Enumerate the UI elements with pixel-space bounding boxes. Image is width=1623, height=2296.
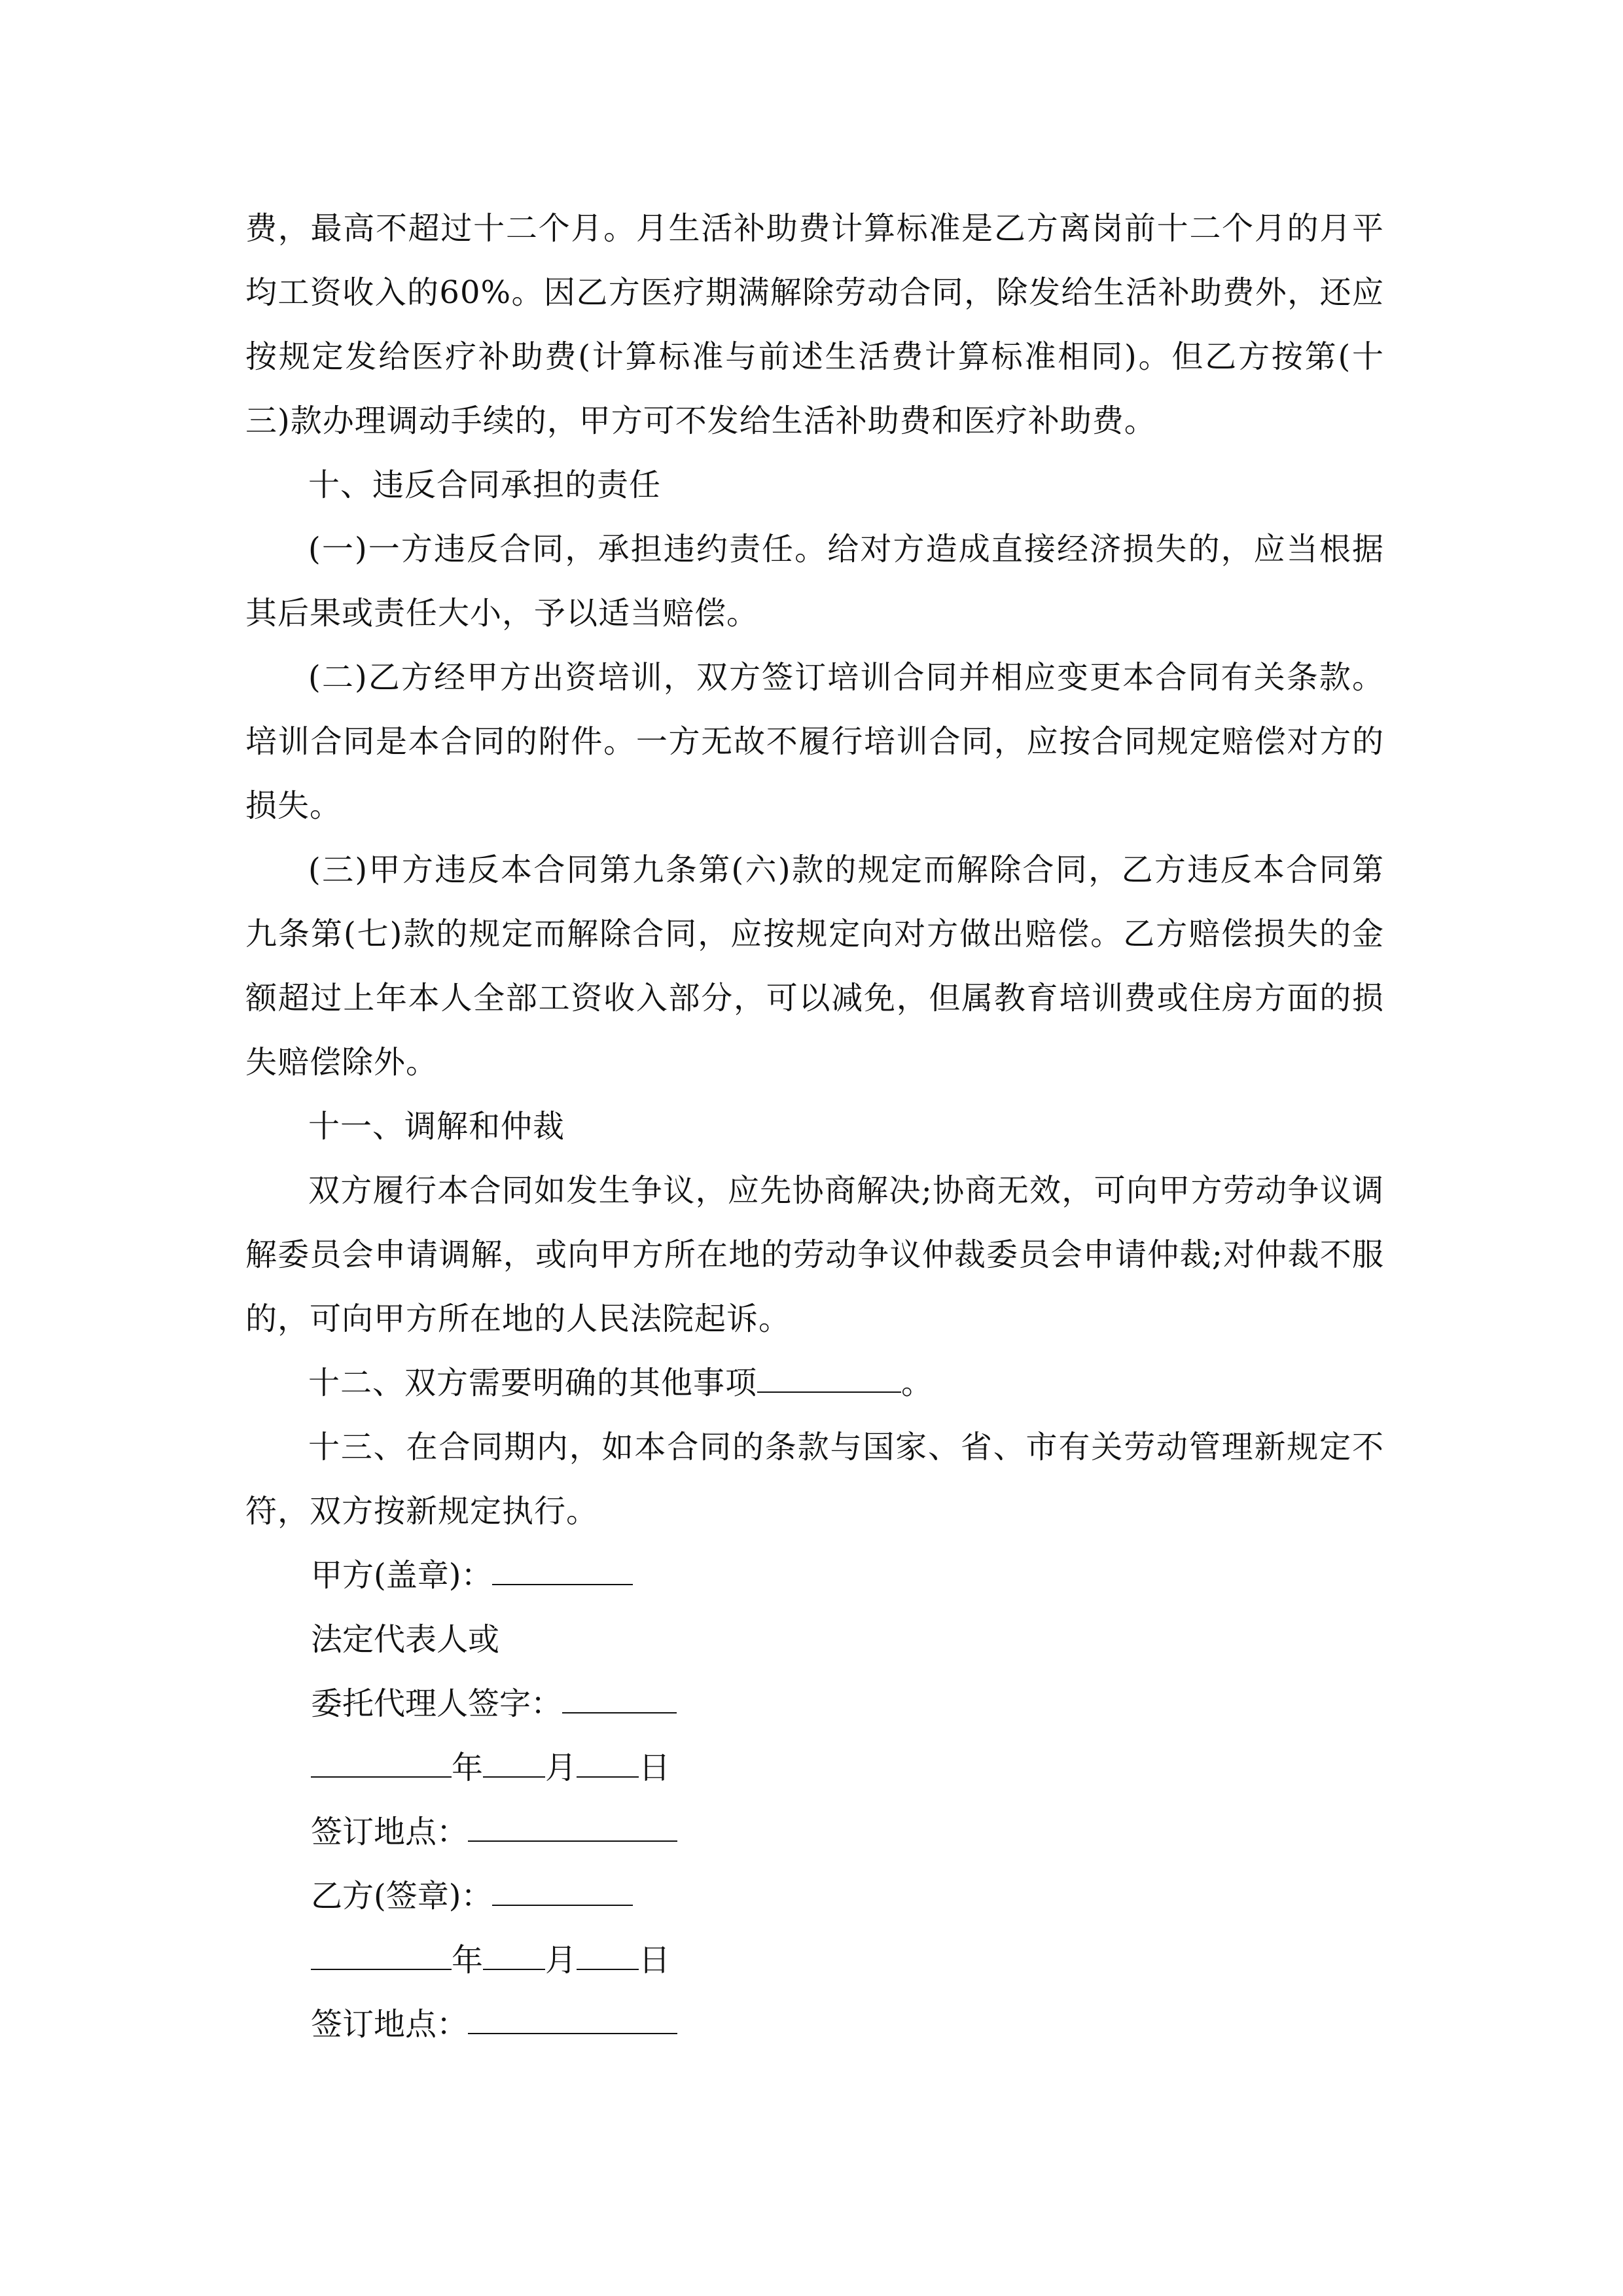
party-a-label: 甲方(盖章)：: [311, 1557, 493, 1594]
day-blank-b[interactable]: [577, 1928, 639, 1970]
date-line-a: [245, 1736, 1384, 1800]
year-label-a: 年: [452, 1749, 484, 1786]
paragraph-new-regulations: 十三、在合同期内，如本合同的条款与国家、省、市有关劳动管理新规定不符，双方按新规定执行。: [245, 1429, 1384, 1530]
place-line-b: [245, 1992, 1384, 2056]
agent-sign-line: [245, 1672, 1384, 1736]
year-label-b: 年: [452, 1942, 484, 1979]
place-blank-a[interactable]: [468, 1800, 677, 1842]
paragraph-breach-2: (二)乙方经甲方出资培训，双方签订培训合同并相应变更本合同有关条款。培训合同是本合同的附件。一方无故不履行培训合同，应按合同规定赔偿对方的损失。: [245, 659, 1384, 824]
party-b-label: 乙方(签章)：: [311, 1878, 493, 1914]
legal-rep-line: [245, 1607, 1384, 1672]
day-blank-a[interactable]: [577, 1736, 639, 1778]
heading-breach-liability: 十、违反合同承担的责任: [308, 467, 662, 503]
day-label-b: 日: [639, 1942, 671, 1979]
paragraph-breach-1: (一)一方违反合同，承担违约责任。给对方造成直接经济损失的，应当根据其后果或责任大小，予以适当赔偿。: [245, 531, 1384, 632]
party-a-blank[interactable]: [492, 1543, 633, 1585]
paragraph-living-allowance: 费，最高不超过十二个月。月生活补助费计算标准是乙方离岗前十二个月的月平均工资收入的60%。因乙方医疗期满解除劳动合同，除发给生活补助费外，还应按规定发给医疗补助费(计算标准与前述生活费计算标准相同)。但乙方按第(十三)款办理调动手续的，甲方可不发给生活补助费和医疗补助费。: [245, 210, 1384, 439]
place-label-b: 签订地点：: [311, 2006, 469, 2043]
legal-rep-label: 法定代表人或: [311, 1621, 500, 1658]
other-matters-text: 十二、双方需要明确的其他事项: [308, 1365, 758, 1401]
paragraph-mediation: 双方履行本合同如发生争议，应先协商解决;协商无效，可向甲方劳动争议调解委员会申请调解，或向甲方所在地的劳动争议仲裁委员会申请仲裁;对仲裁不服的，可向甲方所在地的人民法院起诉。: [245, 1172, 1384, 1337]
document-body: [245, 196, 1384, 2056]
year-blank-a[interactable]: [311, 1736, 452, 1778]
place-label-a: 签订地点：: [311, 1814, 469, 1850]
agent-sign-label: 委托代理人签字：: [311, 1685, 563, 1722]
other-matters-blank[interactable]: [757, 1351, 901, 1393]
month-label-a: 月: [545, 1749, 577, 1786]
party-a-line: [245, 1543, 1384, 1607]
agent-sign-blank[interactable]: [562, 1672, 677, 1713]
party-b-blank[interactable]: [492, 1864, 633, 1906]
day-label-a: 日: [639, 1749, 671, 1786]
month-blank-b[interactable]: [483, 1928, 545, 1970]
month-label-b: 月: [545, 1942, 577, 1979]
party-b-line: [245, 1864, 1384, 1928]
date-line-b: [245, 1928, 1384, 1992]
year-blank-b[interactable]: [311, 1928, 452, 1970]
month-blank-a[interactable]: [483, 1736, 545, 1778]
place-line-a: [245, 1800, 1384, 1864]
signature-block: [245, 1543, 1384, 2056]
heading-mediation-arbitration: 十一、调解和仲裁: [308, 1108, 565, 1145]
other-matters-end: 。: [901, 1365, 934, 1401]
paragraph-other-matters: [245, 1351, 1384, 1415]
paragraph-breach-3: (三)甲方违反本合同第九条第(六)款的规定而解除合同，乙方违反本合同第九条第(七)款的规定而解除合同，应按规定向对方做出赔偿。乙方赔偿损失的金额超过上年本人全部工资收入部分，可以减免，但属教育培训费或住房方面的损失赔偿除外。: [245, 852, 1384, 1081]
place-blank-b[interactable]: [468, 1992, 677, 2034]
